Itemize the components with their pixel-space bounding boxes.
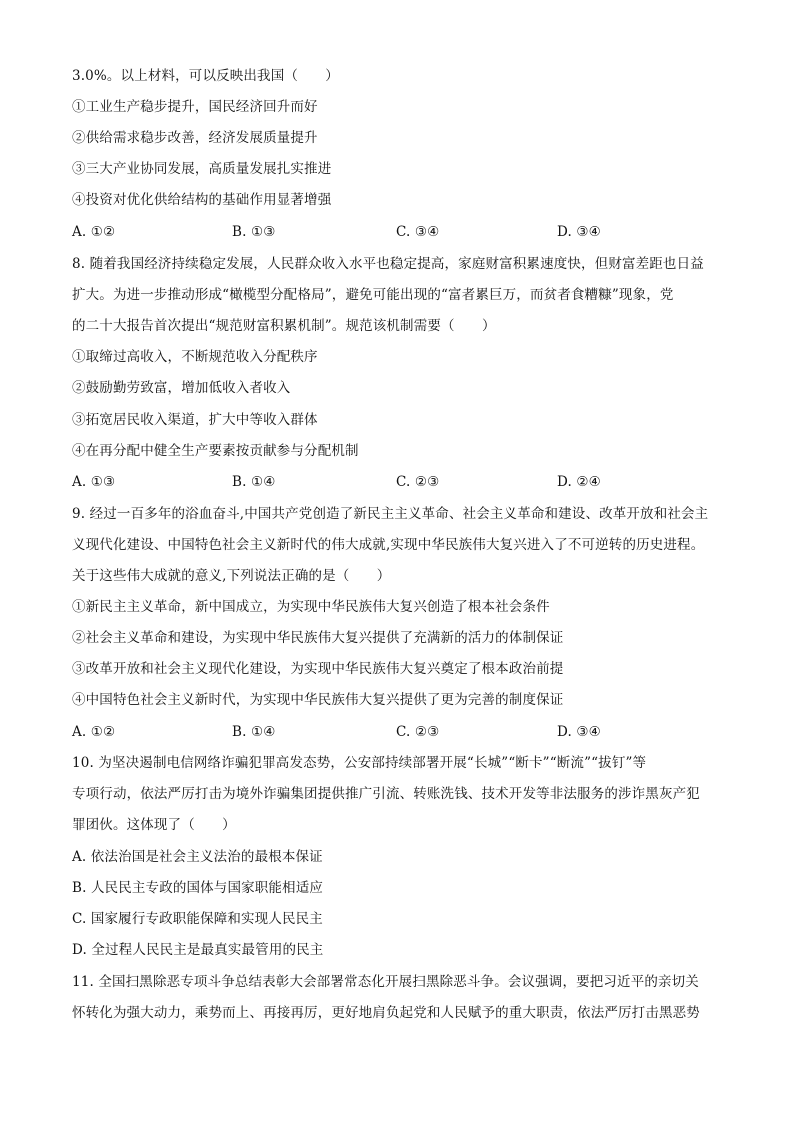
q10-stem-line-2: 专项行动，依法严厉打击为境外诈骗集团提供推广引流、转账洗钱、技术开发等非法服务的涉诈黑灰产犯 <box>72 786 700 802</box>
q9-statement-3: ③改革开放和社会主义现代化建设，为实现中华民族伟大复兴奠定了根本政治前提 <box>72 661 564 677</box>
q9-statement-2: ②社会主义革命和建设，为实现中华民族伟大复兴提供了充满新的活力的体制保证 <box>72 630 564 646</box>
q8-option-b[interactable]: B. ①④ <box>232 474 276 490</box>
q10-stem-line-3: 罪团伙。这体现了（ ） <box>72 817 236 833</box>
q9-stem-line-2: 义现代化建设、中国特色社会主义新时代的伟大成就,实现中华民族伟大复兴进入了不可逆转的历史进程。 <box>72 537 705 553</box>
q8-statement-2: ②鼓励勤劳致富，增加低收入者收入 <box>72 380 291 396</box>
q8-option-a[interactable]: A. ①③ <box>72 474 116 490</box>
q7-statement-4: ④投资对优化供给结构的基础作用显著增强 <box>72 192 332 208</box>
q8-statement-3: ③拓宽居民收入渠道，扩大中等收入群体 <box>72 412 318 428</box>
q8-statement-1: ①取缔过高收入，不断规范收入分配秩序 <box>72 349 318 365</box>
q11-stem-line-1: 11. 全国扫黑除恶专项斗争总结表彰大会部署常态化开展扫黑除恶斗争。会议强调，要把习近平的亲切关 <box>72 974 699 990</box>
q7-statement-1: ①工业生产稳步提升，国民经济回升而好 <box>72 99 318 115</box>
q10-choice-d[interactable]: D. 全过程人民民主是最真实最管用的民主 <box>72 942 324 958</box>
q11-stem-line-2: 怀转化为强大动力，乘势而上、再接再厉，更好地肩负起党和人民赋予的重大职责，依法严厉打击黑恶势 <box>72 1005 700 1021</box>
q7-option-d[interactable]: D. ③④ <box>557 224 601 240</box>
q7-statement-3: ③三大产业协同发展，高质量发展扎实推进 <box>72 161 332 177</box>
q8-statement-4: ④在再分配中健全生产要素按贡献参与分配机制 <box>72 443 359 459</box>
q7-option-c[interactable]: C. ③④ <box>396 224 440 240</box>
q8-option-d[interactable]: D. ②④ <box>557 474 601 490</box>
q10-choice-c[interactable]: C. 国家履行专政职能保障和实现人民民主 <box>72 911 323 927</box>
q10-choice-b[interactable]: B. 人民民主专政的国体与国家职能相适应 <box>72 880 324 896</box>
q9-stem-line-1: 9. 经过一百多年的浴血奋斗,中国共产党创造了新民主主义革命、社会主义革命和建设、改革开放和社会主 <box>72 506 709 522</box>
q9-option-c[interactable]: C. ②③ <box>396 724 440 740</box>
q8-stem-line-1: 8. 随着我国经济持续稳定发展，人民群众收入水平也稳定提高，家庭财富积累速度快，但财富差距也日益 <box>72 256 704 272</box>
q9-statement-4: ④中国特色社会主义新时代，为实现中华民族伟大复兴提供了更为完善的制度保证 <box>72 692 564 708</box>
q8-stem-line-3: 的二十大报告首次提出“规范财富积累机制”。规范该机制需要（ ） <box>72 318 496 334</box>
q8-option-c[interactable]: C. ②③ <box>396 474 440 490</box>
q8-stem-line-2: 扩大。为进一步推动形成“橄榄型分配格局”，避免可能出现的“富者累巨万，而贫者食糟糠”现象，党 <box>72 287 674 303</box>
q10-choice-a[interactable]: A. 依法治国是社会主义法治的最根本保证 <box>72 849 323 865</box>
q10-stem-line-1: 10. 为坚决遏制电信网络诈骗犯罪高发态势，公安部持续部署开展“长城”“断卡”“断流”“拔钉”等 <box>72 755 647 771</box>
q9-statement-1: ①新民主主义革命，新中国成立，为实现中华民族伟大复兴创造了根本社会条件 <box>72 599 550 615</box>
q7-option-b[interactable]: B. ①③ <box>232 224 276 240</box>
q9-option-d[interactable]: D. ③④ <box>557 724 601 740</box>
q7-stem-tail: 3.0%。以上材料，可以反映出我国（ ） <box>72 68 339 84</box>
q9-option-b[interactable]: B. ①④ <box>232 724 276 740</box>
q7-option-a[interactable]: A. ①② <box>72 224 116 240</box>
q9-stem-line-3: 关于这些伟大成就的意义,下列说法正确的是（ ） <box>72 568 391 584</box>
q7-statement-2: ②供给需求稳步改善，经济发展质量提升 <box>72 130 318 146</box>
q9-option-a[interactable]: A. ①② <box>72 724 116 740</box>
